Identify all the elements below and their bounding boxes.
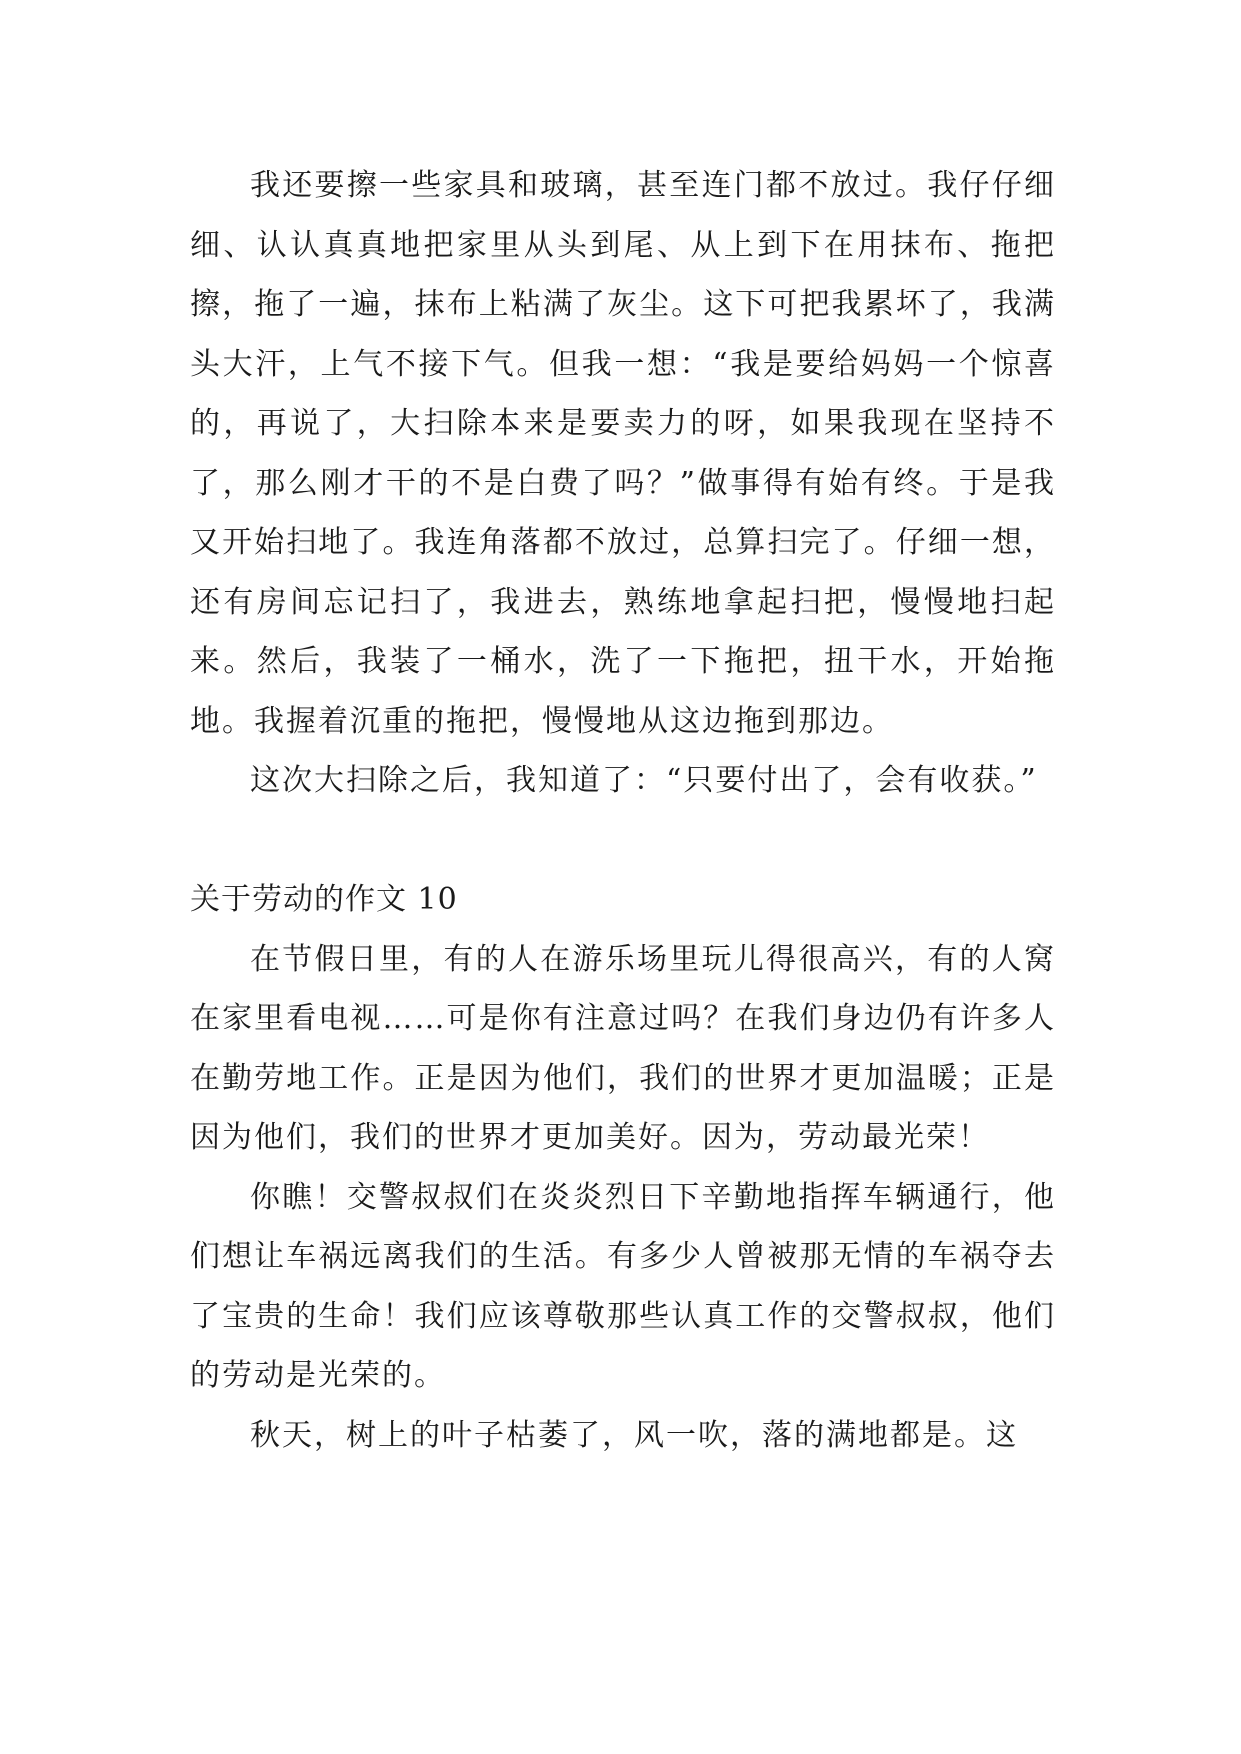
body-paragraph: 我还要擦一些家具和玻璃，甚至连门都不放过。我仔仔细细、认认真真地把家里从头到尾、从上到下在用抹布、拖把擦，拖了一遍，抹布上粘满了灰尘。这下可把我累坏了，我满头大汗，上气不接下气。但我一想：“我是要给妈妈一个惊喜的，再说了，大扫除本来是要卖力的呀，如果我现在坚持不了，那么刚才干的不是白费了吗？”做事得有始有终。于是我又开始扫地了。我连角落都不放过，总算扫完了。仔细一想，还有房间忘记扫了，我进去，熟练地拿起扫把，慢慢地扫起来。然后，我装了一桶水，洗了一下拖把，扭干水，开始拖地。我握着沉重的拖把，慢慢地从这边拖到那边。 [190,168,1056,739]
body-paragraph: 这次大扫除之后，我知道了：“只要付出了，会有收获。” [250,763,1038,798]
body-paragraph: 你瞧！交警叔叔们在炎炎烈日下辛勤地指挥车辆通行，他们想让车祸远离我们的生活。有多少人曾被那无情的车祸夺去了宝贵的生命！我们应该尊敬那些认真工作的交警叔叔，他们的劳动是光荣的。 [190,1179,1056,1393]
body-paragraph: 秋天，树上的叶子枯萎了，风一吹，落的满地都是。这 [250,1417,1018,1453]
document-page [190,156,1056,1465]
section-title: 关于劳动的作文 10 [190,882,458,917]
body-paragraph: 在节假日里，有的人在游乐场里玩儿得很高兴，有的人窝在家里看电视……可是你有注意过吗？在我们身边仍有许多人在勤劳地工作。正是因为他们，我们的世界才更加温暖；正是因为他们，我们的世界才更加美好。因为，劳动最光荣！ [190,941,1056,1155]
section-spacer [190,811,1056,871]
